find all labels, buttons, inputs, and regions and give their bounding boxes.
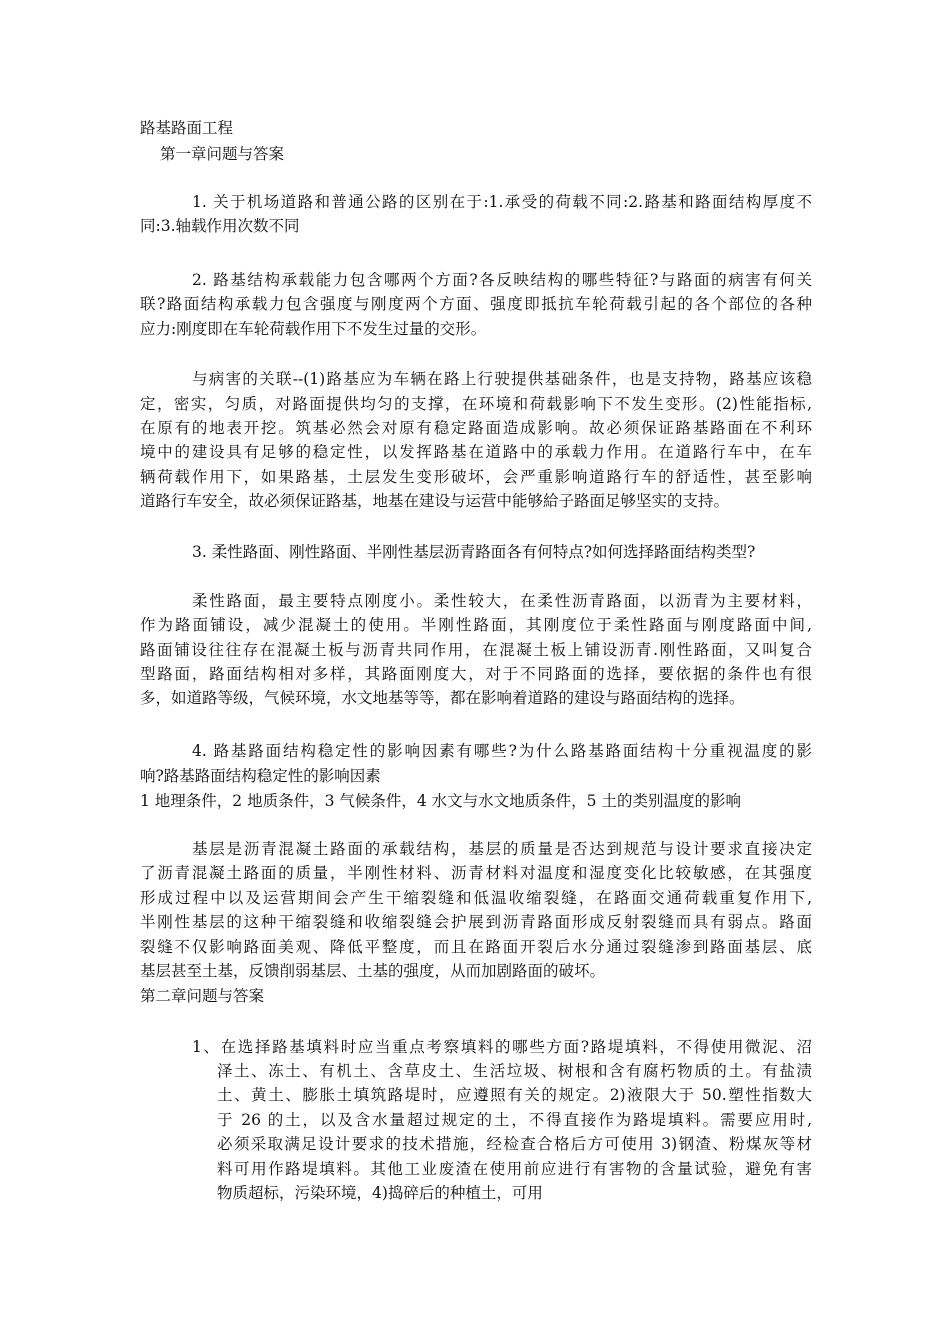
q2-line-2: 联?路面结构承载力包含强度与刚度两个方面、强度即抵抗车轮荷载引起的各个部位的各种 [140,295,812,313]
document-title: 路基路面工程 [140,119,234,137]
q2-detail-line-5: 辆荷载作用下，如果路基，土层发生变形破坏，会严重影响道路行车的舒适性，甚至影响 [140,468,812,486]
q4-detail-line-4: 半刚性基层的这种干缩裂缝和收缩裂缝会护展到沥青路面形成反射裂缝而具有弱点。路面 [140,913,812,931]
q4-detail-line-6: 基层甚至土基，反馈削弱基层、土基的强度，从而加剧路面的破坏。 [140,962,606,980]
q4-detail-line-5: 裂缝不仅影响路面美观、降低平整度，而且在路面开裂后水分通过裂缝渗到路面基层、底 [140,938,812,956]
c2q1-line-2: 泽土、冻土、有机土、含草皮土、生活垃圾、树根和含有腐朽物质的土。有盐渍 [217,1062,812,1080]
q2-detail-line-1: 与病害的关联--(1)路基应为车辆在路上行驶提供基础条件，也是支持物，路基应该稳 [192,370,812,388]
c2q1-line-1: 1、在选择路基填料时应当重点考察填料的哪些方面?路堤填料，不得使用微泥、沼 [192,1038,812,1056]
q1-line-2: 同:3.轴载作用次数不同 [140,217,300,235]
q2-detail-line-3: 在原有的地表开挖。筑基必然会对原有稳定路面造成影响。故必须保证路基路面在不利环 [140,419,812,437]
q3-detail-line-2: 作为路面铺设，减少混凝土的使用。半刚性路面，其刚度位于柔性路面与刚度路面中间, [140,616,812,634]
q4-line-3: 1 地理条件，2 地质条件，3 气候条件，4 水文与水文地质条件，5 土的类别温度的影响 [140,792,741,810]
q4-line-1: 4. 路基路面结构稳定性的影响因素有哪些?为什么路基路面结构十分重视温度的影 [192,742,812,760]
q3-detail-line-4: 型路面，路面结构相对多样，其路面刚度大，对于不同路面的选择，要依据的条件也有很 [140,665,812,683]
c2q1-line-3: 土、黄土、膨胀土填筑路堤时，应遵照有关的规定。2)液限大于 50.塑性指数大 [217,1086,812,1104]
q4-detail-line-1: 基层是沥青混凝土路面的承载结构，基层的质量是否达到规范与设计要求直接决定 [192,840,812,858]
c2q1-line-6: 料可用作路堤填料。其他工业废渣在使用前应进行有害物的含量试验，避免有害 [217,1160,812,1178]
q3-detail-line-1: 柔性路面，最主要特点刚度小。柔性较大，在柔性沥青路面，以沥青为主要材料， [192,592,812,610]
q1-line-1: 1. 关于机场道路和普通公路的区别在于:1.承受的荷载不同:2.路基和路面结构厚度不 [192,193,812,211]
q2-line-1: 2. 路基结构承载能力包含哪两个方面?各反映结构的哪些特征?与路面的病害有何关 [192,271,812,289]
q3-detail-line-3: 路面铺设往往存在混凝土板与沥青共同作用，在混凝土板上铺设沥青.刚性路面，又叫复合 [140,641,812,659]
q4-detail-line-2: 了沥青混凝土路面的质量，半刚性材料、沥青材料对温度和湿度变化比较敏感，在其强度 [140,864,812,882]
chapter-2-heading: 第二章问题与答案 [140,987,265,1005]
q2-line-3: 应力:刚度即在车轮荷载作用下不发生过量的交形。 [140,320,487,338]
c2q1-line-5: 必须采取满足设计要求的技术措施，经检查合格后方可使用 3)钢渣、粉煤灰等材 [217,1135,812,1153]
c2q1-line-4: 于 26 的土，以及含水量超过规定的土，不得直接作为路堤填料。需要应用时, [217,1111,812,1129]
chapter-1-heading: 第一章问题与答案 [160,145,285,163]
q2-detail-line-4: 境中的建设具有足够的稳定性，以发挥路基在道路中的承载力作用。在道路行车中，在车 [140,443,812,461]
q2-detail-line-2: 定，密实，匀质，对路面提供均匀的支撑，在环境和荷载影响下不发生变形。(2)性能指标, [140,395,812,413]
q4-line-2: 响?路基路面结构稳定性的影响因素 [140,767,381,785]
c2q1-line-7: 物质超标，污染环境，4)捣碎后的种植土，可用 [217,1184,543,1202]
q4-detail-line-3: 形成过程中以及运营期间会产生干缩裂缝和低温收缩裂缝，在路面交通荷载重复作用下, [140,889,812,907]
q3-line-1: 3. 柔性路面、刚性路面、半刚性基层沥青路面各有何特点?如何选择路面结构类型? [192,543,756,561]
q2-detail-line-6: 道路行车安全，故必须保证路基，地基在建设与运营中能够給子路面足够坚实的支持。 [140,492,730,510]
q3-detail-line-5: 多，如道路等级，气候环境，水文地基等等，都在影响着道路的建设与路面结构的选择。 [140,689,745,707]
